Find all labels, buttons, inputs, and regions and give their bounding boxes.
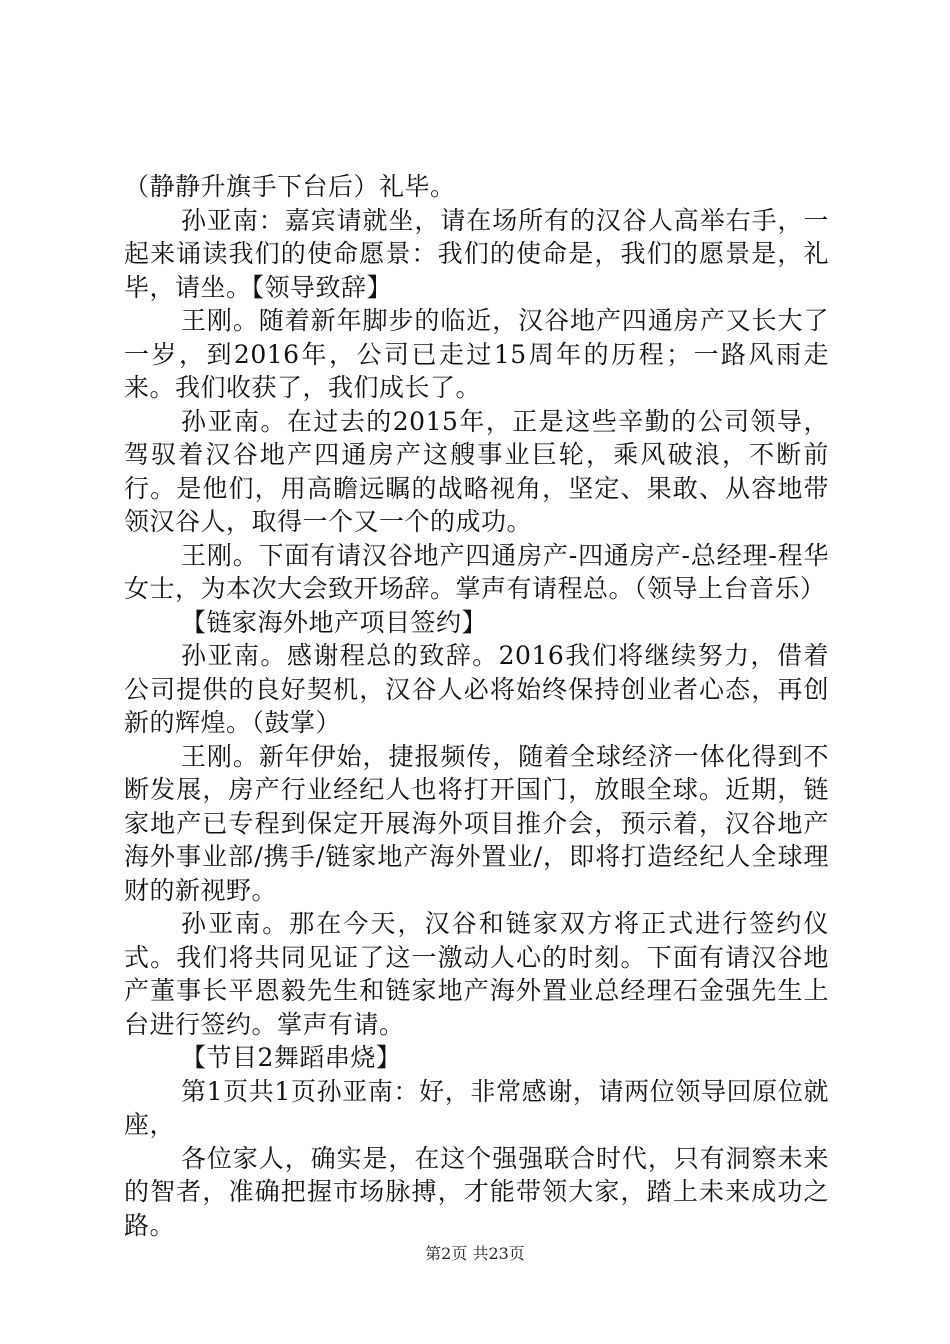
page-footer: [0, 1244, 950, 1264]
page-number-label: 第2页 共23页: [425, 1244, 525, 1263]
section-heading: 【链家海外地产项目签约】: [181, 607, 488, 637]
paragraph: 孙亚南：嘉宾请就坐，请在场所有的汉谷人高举右手，一起来诵读我们的使命愿景：我们的使命是，我们的愿景是，礼毕，请坐。【领导致辞】: [124, 205, 829, 302]
section-heading: 【节目2舞蹈串烧】: [181, 1043, 402, 1072]
body-text: [124, 170, 829, 1242]
paragraph: 孙亚南。在过去的2015年，正是这些辛勤的公司领导，驾驭着汉谷地产四通房产这艘事业巨轮，乘风破浪，不断前行。是他们，用高瞻远瞩的战略视角，坚定、果敢、从容地带领汉谷人，取得一个又一个的成功。: [124, 406, 829, 536]
paragraph: 孙亚南。那在今天，汉谷和链家双方将正式进行签约仪式。我们将共同见证了这一激动人心的时刻。下面有请汉谷地产董事长平恩毅先生和链家地产海外置业总经理石金强先生上台进行签约。掌声有请。: [124, 909, 829, 1039]
paragraph: 王刚。新年伊始，捷报频传，随着全球经济一体化得到不断发展，房产行业经纪人也将打开国门，放眼全球。近期，链家地产已专程到保定开展海外项目推介会，预示着，汉谷地产海外事业部/携手/链家地产海外置业/，即将打造经纪人全球理财的新视野。: [124, 741, 829, 905]
paragraph: 第1页共1页孙亚南：好，非常感谢，请两位领导回原位就座，: [124, 1076, 829, 1139]
paragraph: 王刚。下面有请汉谷地产四通房产-四通房产-总经理-程华女士，为本次大会致开场辞。掌声有请程总。（领导上台音乐）: [124, 540, 829, 603]
paragraph: 王刚。随着新年脚步的临近，汉谷地产四通房产又长大了一岁，到2016年，公司已走过15周年的历程；一路风雨走来。我们收获了，我们成长了。: [124, 306, 829, 402]
paragraph: 各位家人，确实是，在这个强强联合时代，只有洞察未来的智者，准确把握市场脉搏，才能带领大家，踏上未来成功之路。: [124, 1143, 829, 1240]
paragraph: 孙亚南。感谢程总的致辞。2016我们将继续努力，借着公司提供的良好契机，汉谷人必将始终保持创业者心态，再创新的辉煌。（鼓掌）: [124, 641, 829, 737]
paragraph: （静静升旗手下台后）礼毕。: [124, 172, 456, 201]
